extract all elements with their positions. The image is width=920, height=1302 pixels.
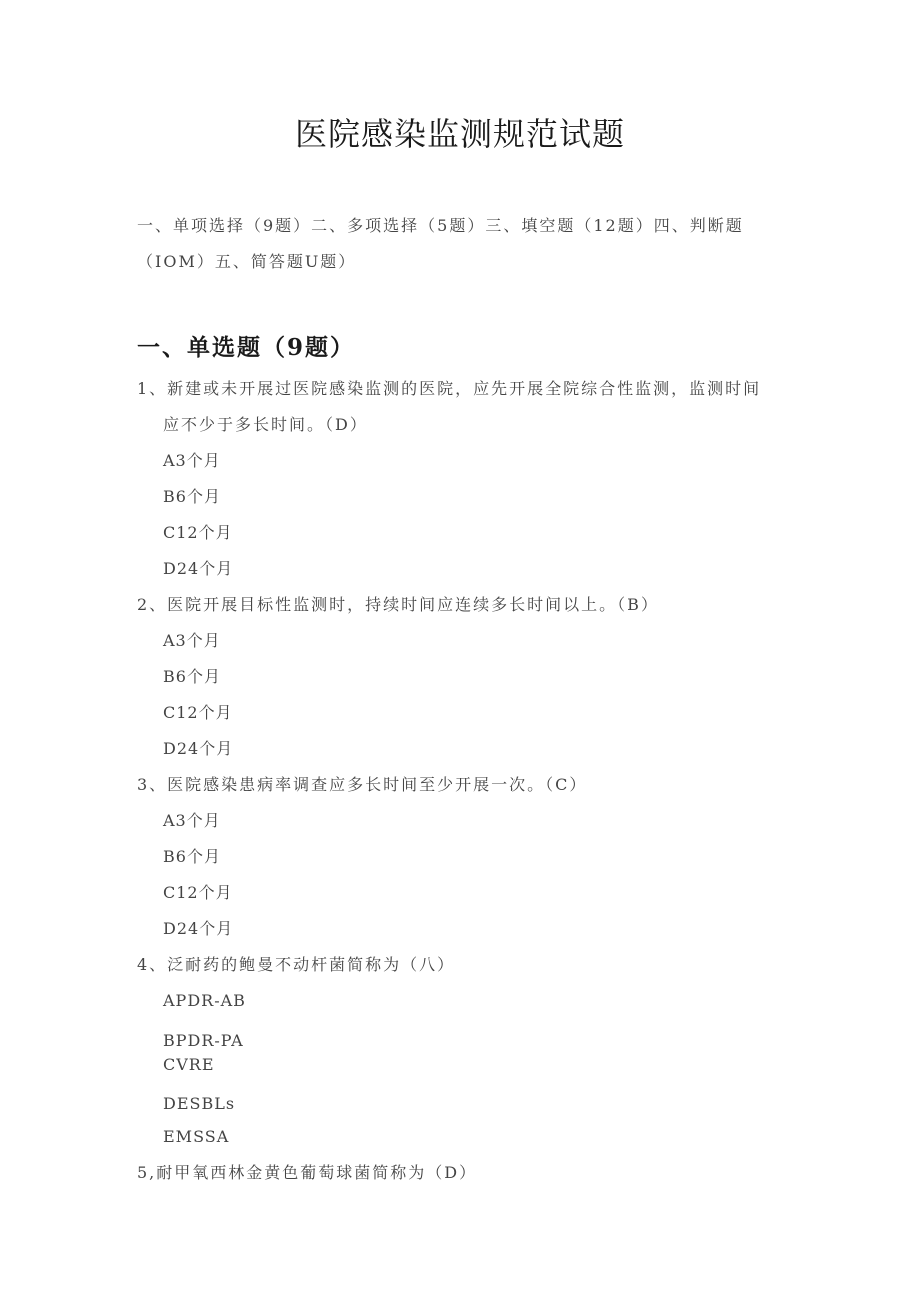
question-3-option-a: A3个月: [163, 811, 221, 830]
section-heading-single-choice: 一、单选题（9题）: [137, 334, 356, 361]
question-4-option-e: EMSSA: [163, 1127, 230, 1146]
page-title: 医院感染监测规范试题: [294, 115, 625, 153]
question-3-option-b: B6个月: [163, 847, 221, 866]
question-2-option-b: B6个月: [163, 667, 221, 686]
question-4-option-b: BPDR-PA: [163, 1031, 244, 1050]
question-1-option-d: D24个月: [163, 559, 234, 578]
question-3-option-c: C12个月: [163, 883, 233, 902]
question-1-option-b: B6个月: [163, 487, 221, 506]
question-2-option-d: D24个月: [163, 739, 234, 758]
exam-summary: 一、单项选择（9题）二、多项选择（5题）三、填空题（12题）四、判断题（IOM）五、简答题U题）: [137, 216, 744, 271]
question-4-option-c: CVRE: [163, 1055, 215, 1074]
question-3-text: 3、医院感染患病率调查应多长时间至少开展一次。（C）: [137, 775, 588, 794]
question-4-option-a: APDR-AB: [163, 991, 246, 1010]
question-2-option-c: C12个月: [163, 703, 233, 722]
question-4-option-d: DESBLs: [163, 1094, 236, 1113]
question-1-text-continued: 应不少于多长时间。（D）: [163, 415, 368, 434]
question-4-text: 4、泛耐药的鲍曼不动杆菌简称为（八）: [137, 955, 456, 974]
question-1-text: 1、新建或未开展过医院感染监测的医院，应先开展全院综合性监测，监测时间: [137, 379, 762, 398]
question-2-option-a: A3个月: [163, 631, 221, 650]
question-1-option-c: C12个月: [163, 523, 233, 542]
question-3-option-d: D24个月: [163, 919, 234, 938]
question-2-text: 2、医院开展目标性监测时，持续时间应连续多长时间以上。（B）: [137, 595, 659, 614]
question-5-text: 5,耐甲氧西林金黄色葡萄球菌简称为（D）: [137, 1163, 478, 1182]
question-1-option-a: A3个月: [163, 451, 221, 470]
